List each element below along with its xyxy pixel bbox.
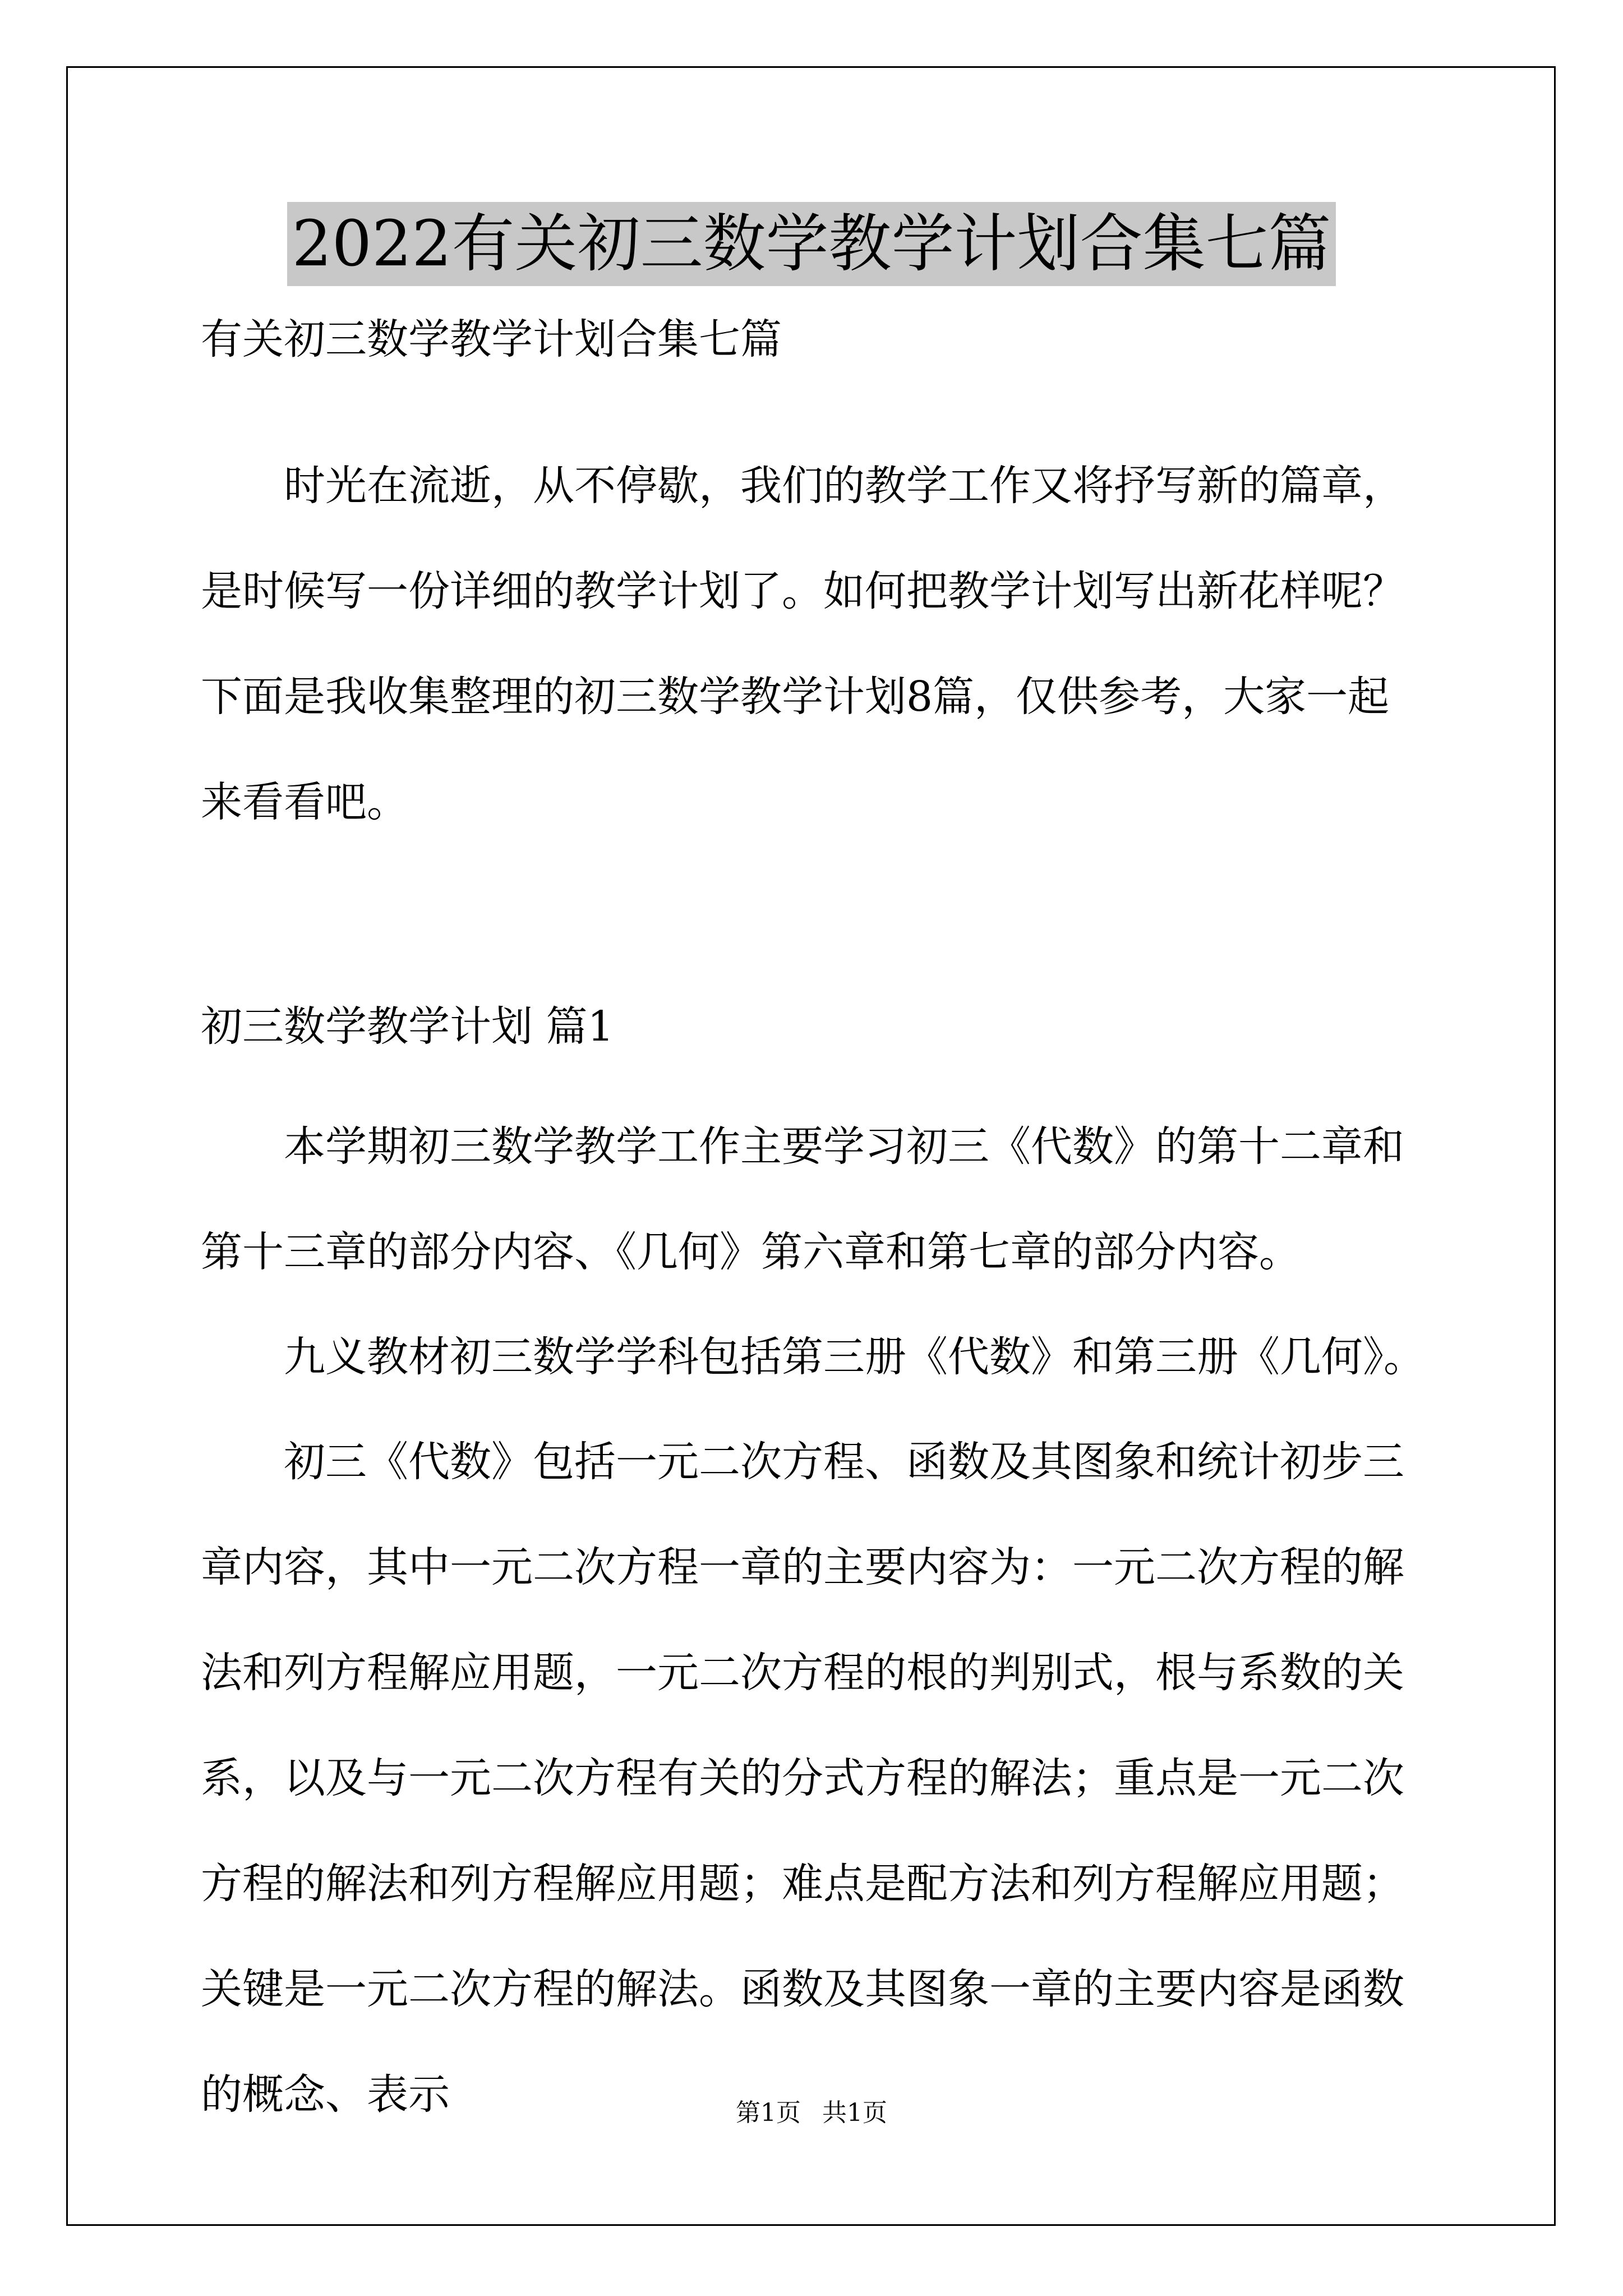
section-heading: 初三数学教学计划 篇1 [201, 1002, 614, 1051]
document-title: 2022有关初三数学教学计划合集七篇 [287, 202, 1335, 286]
page-number-current: 第1页 [736, 2099, 801, 2127]
body-paragraph-3: 初三《代数》包括一元二次方程、函数及其图象和统计初步三章内容，其中一元二次方程一章的主要内容为：一元二次方程的解法和列方程解应用题，一元二次方程的根的判别式，根与系数的关系，以及与一元二次方程有关的分式方程的解法；重点是一元二次方程的解法和列方程解应用题；难点是配方法和列方程解应用题；关键是一元二次方程的解法。函数及其图象一章的主要内容是函数的概念、表示 [201, 1438, 1404, 2119]
title-container [0, 202, 1623, 286]
page-number-total: 共1页 [822, 2099, 887, 2127]
document-subtitle: 有关初三数学教学计划合集七篇 [201, 315, 782, 364]
intro-paragraph: 时光在流逝，从不停歇，我们的教学工作又将抒写新的篇章，是时候写一份详细的教学计划了。如何把教学计划写出新花样呢？下面是我收集整理的初三数学教学计划8篇，仅供参考，大家一起来看看吧。 [201, 462, 1404, 826]
body-paragraph-2: 九义教材初三数学学科包括第三册《代数》和第三册《几何》。 [284, 1333, 1425, 1381]
page-footer [0, 2092, 1623, 2128]
body-paragraph-1: 本学期初三数学教学工作主要学习初三《代数》的第十二章和第十三章的部分内容、《几何》第六章和第七章的部分内容。 [201, 1122, 1404, 1276]
